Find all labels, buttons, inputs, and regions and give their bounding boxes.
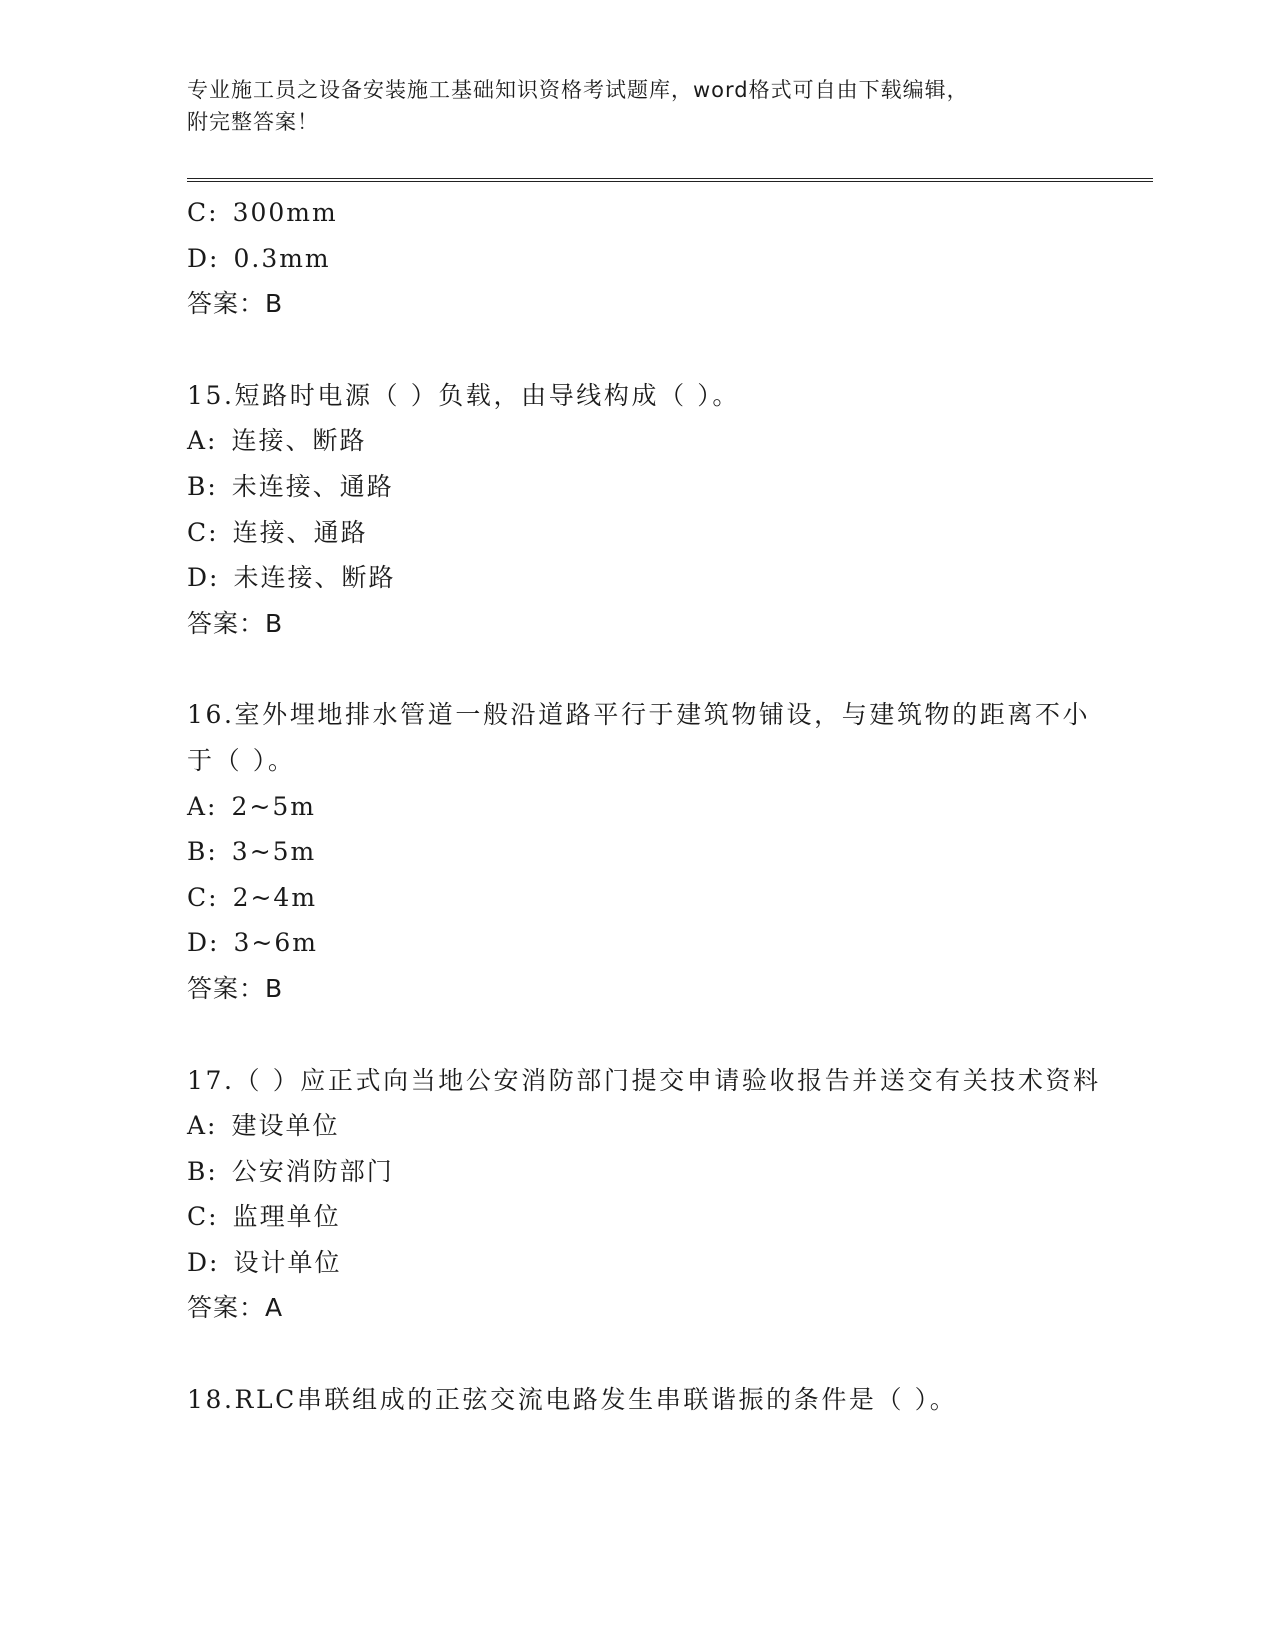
question-stem: 17.（ ）应正式向当地公安消防部门提交申请验收报告并送交有关技术资料: [187, 1065, 1101, 1095]
option-a: A: 2~5m: [187, 791, 316, 821]
option-a: A: 建设单位: [187, 1111, 340, 1141]
question-stem: 18.RLC串联组成的正弦交流电路发生串联谐振的条件是（ ）。: [187, 1385, 958, 1415]
option-c: C: 监理单位: [187, 1202, 341, 1232]
question-17: [187, 1058, 1107, 1332]
question-16: [187, 692, 1107, 1011]
question-stem: 15.短路时电源（ ）负载，由导线构成（ ）。: [187, 380, 740, 410]
option-d: D: 3~6m: [187, 928, 318, 958]
answer: 答案：B: [187, 289, 284, 319]
question-15: [187, 373, 1107, 647]
option-d: D: 设计单位: [187, 1247, 342, 1277]
answer: 答案：A: [187, 1293, 284, 1323]
option-d: D: 未连接、断路: [187, 563, 396, 593]
question-18: [187, 1377, 1107, 1423]
option-b: B: 未连接、通路: [187, 471, 394, 501]
document-body: [187, 190, 1107, 1423]
option-d: D: 0.3mm: [187, 243, 331, 273]
question-stem: 16.室外埋地排水管道一般沿道路平行于建筑物铺设，与建筑物的距离不小于（ ）。: [187, 700, 1091, 775]
answer: 答案：B: [187, 973, 284, 1003]
document-header: [187, 74, 1087, 138]
option-b: B: 公安消防部门: [187, 1156, 394, 1186]
continued-question: [187, 190, 1107, 327]
option-c: C: 连接、通路: [187, 517, 368, 547]
header-line-1: 专业施工员之设备安装施工基础知识资格考试题库，word格式可自由下载编辑，: [187, 78, 969, 102]
option-b: B: 3~5m: [187, 837, 317, 867]
header-line-2: 附完整答案！: [187, 110, 319, 134]
option-c: C: 300mm: [187, 198, 338, 227]
header-divider: [187, 178, 1153, 182]
option-a: A: 连接、断路: [187, 426, 367, 456]
option-c: C: 2~4m: [187, 882, 318, 912]
answer: 答案：B: [187, 608, 284, 638]
